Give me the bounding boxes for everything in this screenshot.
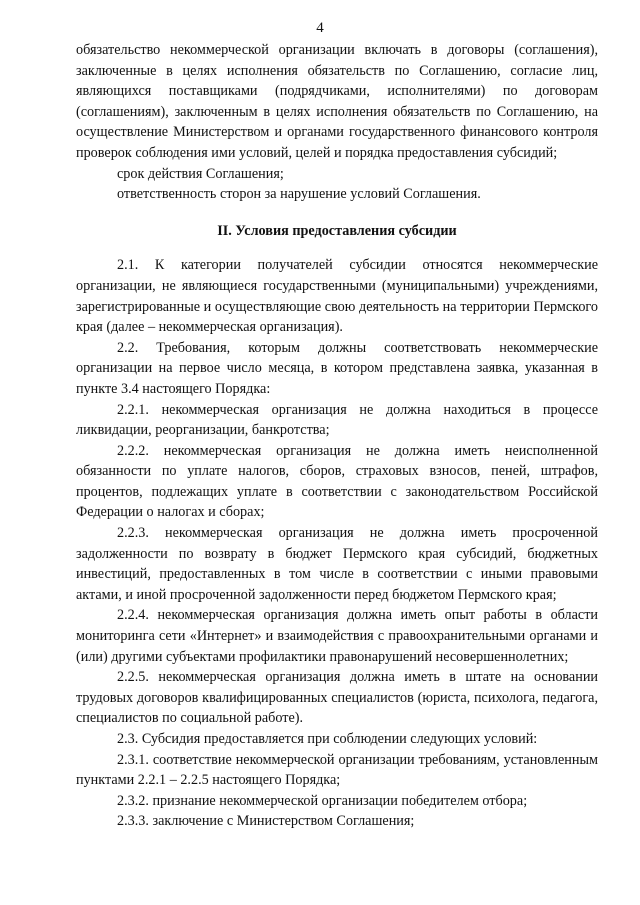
- paragraph-2-2-5: 2.2.5. некоммерческая организация должна иметь в штате на основании трудовых договоров квалифицированных специалистов (юриста, психолога, педагога, специалистов по социальной работе).: [76, 669, 598, 727]
- paragraph-2-3-2: 2.3.2. признание некоммерческой организации победителем отбора;: [117, 792, 528, 809]
- paragraph-term: срок действия Соглашения;: [117, 165, 284, 182]
- paragraph-2-1: 2.1. К категории получателей субсидии относятся некоммерческие организации, не являющиеся государственными (муниципальными) учреждениями, зарегистрированные и осуществляющие свою деятельность на территории Пермского края (далее – некоммерческая организация).: [76, 257, 598, 336]
- paragraph-2-2-2: 2.2.2. некоммерческая организация не должна иметь неисполненной обязанности по уплате налогов, сборов, страховых взносов, пеней, штрафов, процентов, подлежащих уплате в соответствии с законодательством Российской Федерации о налогах и сборах;: [76, 442, 598, 521]
- paragraph-2-2: 2.2. Требования, которым должны соответствовать некоммерческие организации на первое число месяца, в котором представлена заявка, указанная в пункте 3.4 настоящего Порядка:: [76, 339, 598, 397]
- paragraph-obligation: обязательство некоммерческой организации включать в договоры (соглашения), заключенные в целях исполнения обязательств по Соглашению, согласие лиц, являющихся поставщиками (подрядчиками, исполнителями) по договорам (соглашениям), заключенным в целях исполнения обязательств по Соглашению, на осуществление Министерством и органами государственного финансового контроля проверок соблюдения ими условий, целей и порядка предоставления субсидий;: [76, 42, 598, 161]
- paragraph-2-3-3: 2.3.3. заключение с Министерством Соглашения;: [117, 813, 415, 830]
- paragraph-2-3-1: 2.3.1. соответствие некоммерческой организации требованиям, установленным пунктами 2.2.1 – 2.2.5 настоящего Порядка;: [76, 751, 598, 789]
- paragraph-2-2-1: 2.2.1. некоммерческая организация не должна находиться в процессе ликвидации, реорганизации, банкротства;: [76, 401, 598, 439]
- document-body: [76, 40, 598, 832]
- paragraph-2-2-4: 2.2.4. некоммерческая организация должна иметь опыт работы в области мониторинга сети «Интернет» и взаимодействия с правоохранительными органами и (или) другими субъектами профилактики правонарушений несовершеннолетних;: [76, 607, 598, 665]
- paragraph-2-3: 2.3. Субсидия предоставляется при соблюдении следующих условий:: [117, 731, 538, 747]
- paragraph-2-2-3: 2.2.3. некоммерческая организация не должна иметь просроченной задолженности по возврату в бюджет Пермского края субсидий, бюджетных инвестиций, предоставленных в том числе в соответствии с иными правовыми актами, и иной просроченной задолженности перед бюджетом Пермского края;: [76, 525, 598, 603]
- paragraph-responsibility: ответственность сторон за нарушение условий Соглашения.: [117, 186, 481, 203]
- page-number: 4: [316, 20, 324, 36]
- section-heading: II. Условия предоставления субсидии: [217, 222, 457, 239]
